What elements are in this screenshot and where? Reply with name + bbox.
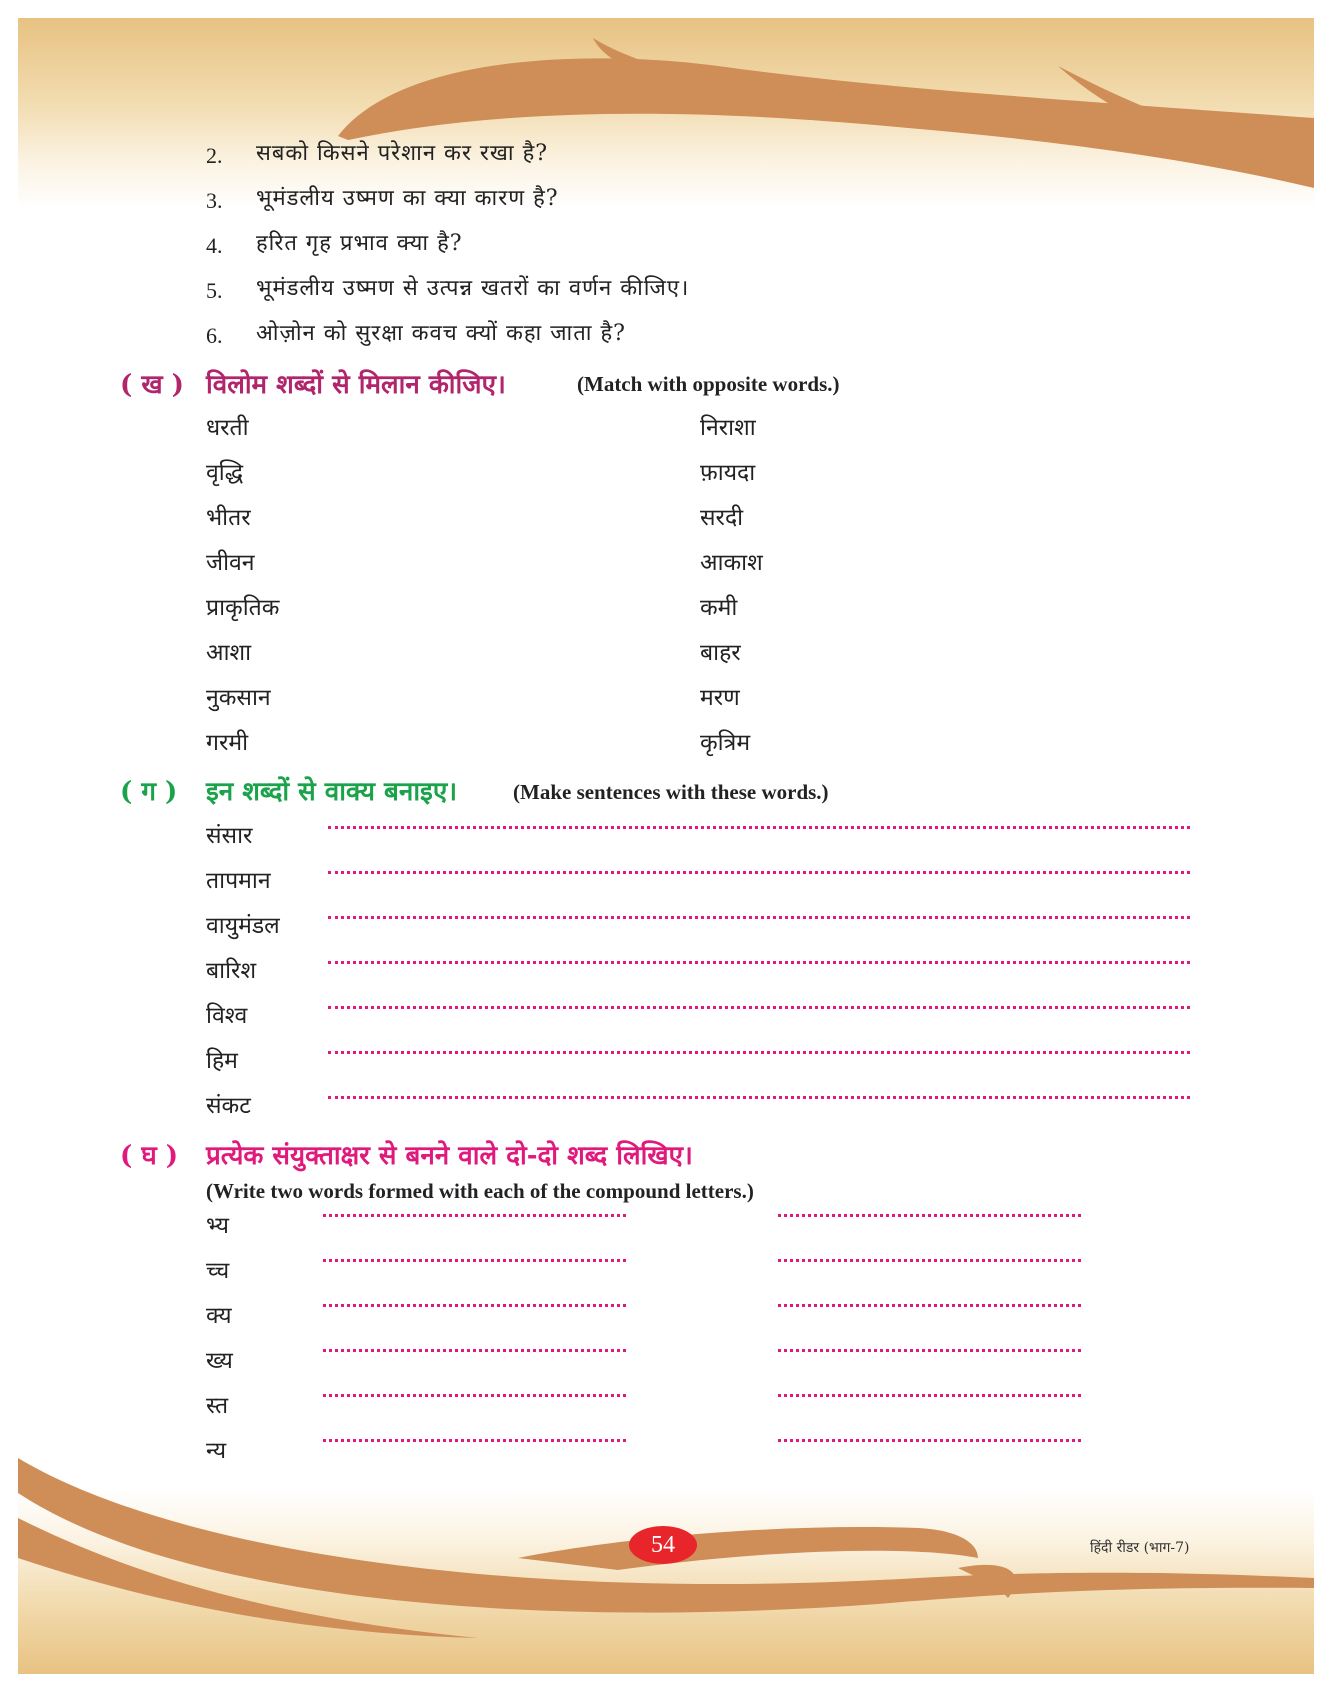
kha-left-word: जीवन <box>206 550 255 576</box>
gha-letter: क्य <box>206 1303 232 1329</box>
kha-right-word: कमी <box>700 595 738 621</box>
kha-left-word: प्राकृतिक <box>206 595 280 621</box>
gha-letter: ख्य <box>206 1348 233 1374</box>
page-number-badge: 54 <box>629 1526 697 1564</box>
answer-line[interactable] <box>328 871 1190 874</box>
ga-word: विश्व <box>206 1003 248 1029</box>
section-gha-english: (Write two words formed with each of the compound letters.) <box>206 1179 754 1203</box>
question-5-number: 5. <box>206 278 223 303</box>
answer-line[interactable] <box>323 1349 626 1352</box>
question-3-number: 3. <box>206 188 223 213</box>
ga-word: तापमान <box>206 868 271 894</box>
question-6-text: ओज़ोन को सुरक्षा कवच क्यों कहा जाता है? <box>256 321 626 346</box>
answer-line[interactable] <box>778 1304 1081 1307</box>
answer-line[interactable] <box>328 1096 1190 1099</box>
kha-left-word: वृद्धि <box>206 460 244 486</box>
kha-left-word: धरती <box>206 415 249 441</box>
ga-word: संसार <box>206 823 253 849</box>
question-2-number: 2. <box>206 143 223 168</box>
kha-left-word: भीतर <box>206 505 251 531</box>
book-title-footer: हिंदी रीडर (भाग-7) <box>1090 1540 1190 1556</box>
question-4-number: 4. <box>206 233 223 258</box>
kha-left-word: आशा <box>206 640 252 666</box>
kha-right-word: सरदी <box>700 505 744 531</box>
answer-line[interactable] <box>778 1259 1081 1262</box>
kha-right-word: कृत्रिम <box>700 730 751 756</box>
kha-right-word: बाहर <box>700 640 741 666</box>
kha-right-word: निराशा <box>700 415 756 441</box>
answer-line[interactable] <box>328 1006 1190 1009</box>
kha-left-word: गरमी <box>206 730 249 756</box>
kha-left-word: नुकसान <box>206 685 271 711</box>
ga-word: बारिश <box>206 958 257 984</box>
section-ga-title: इन शब्दों से वाक्य बनाइए। <box>206 777 458 807</box>
gha-letter: च्च <box>206 1258 230 1284</box>
answer-line[interactable] <box>328 1051 1190 1054</box>
kha-right-word: फ़ायदा <box>700 460 756 486</box>
ga-word: संकट <box>206 1093 251 1119</box>
section-kha-marker: ( ख ) <box>120 370 184 400</box>
question-2-text: सबको किसने परेशान कर रखा है? <box>256 141 549 166</box>
answer-line[interactable] <box>328 916 1190 919</box>
answer-line[interactable] <box>323 1394 626 1397</box>
answer-line[interactable] <box>323 1439 626 1442</box>
answer-line[interactable] <box>778 1394 1081 1397</box>
answer-line[interactable] <box>778 1349 1081 1352</box>
answer-line[interactable] <box>323 1214 626 1217</box>
section-ga-english: (Make sentences with these words.) <box>513 780 829 804</box>
section-gha-marker: ( घ ) <box>120 1141 179 1171</box>
section-kha-english: (Match with opposite words.) <box>577 372 840 396</box>
answer-line[interactable] <box>323 1259 626 1262</box>
ga-word: हिम <box>206 1048 238 1074</box>
bottom-branch-up <box>518 1527 978 1570</box>
answer-line[interactable] <box>778 1439 1081 1442</box>
gha-letter: भ्य <box>206 1213 229 1239</box>
section-kha-title: विलोम शब्दों से मिलान कीजिए। <box>206 370 506 400</box>
answer-line[interactable] <box>323 1304 626 1307</box>
answer-line[interactable] <box>778 1214 1081 1217</box>
question-3-text: भूमंडलीय उष्मण का क्या कारण है? <box>256 186 559 211</box>
answer-line[interactable] <box>328 826 1190 829</box>
section-gha-title: प्रत्येक संयुक्ताक्षर से बनने वाले दो-दो शब्द लिखिए। <box>206 1141 693 1171</box>
question-5-text: भूमंडलीय उष्मण से उत्पन्न खतरों का वर्णन कीजिए। <box>256 276 690 301</box>
kha-right-word: आकाश <box>700 550 763 576</box>
question-4-text: हरित गृह प्रभाव क्या है? <box>256 231 463 256</box>
kha-right-word: मरण <box>700 685 740 711</box>
answer-line[interactable] <box>328 961 1190 964</box>
gha-letter: स्त <box>206 1393 229 1419</box>
section-ga-marker: ( ग ) <box>120 777 178 807</box>
gha-letter: न्य <box>206 1438 227 1464</box>
ga-word: वायुमंडल <box>206 913 280 939</box>
question-6-number: 6. <box>206 323 223 348</box>
